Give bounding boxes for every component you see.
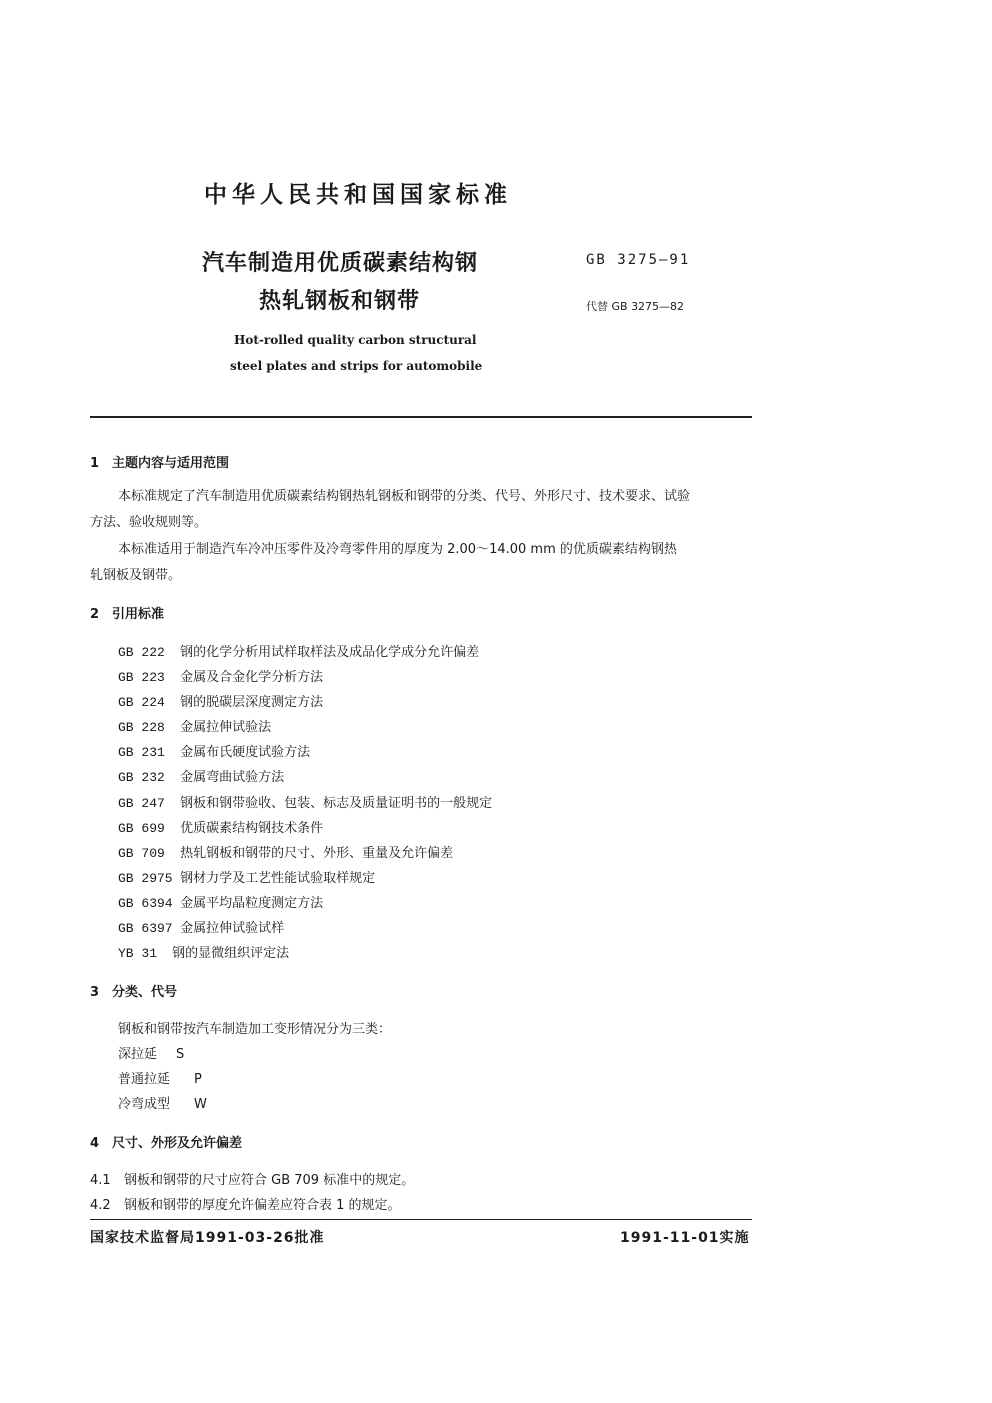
section-1-para2-line2: 轧钢板及钢带。 (90, 568, 182, 583)
section-1-para1-line2: 方法、验收规则等。 (90, 515, 208, 530)
section-number: 2 (90, 607, 100, 622)
document-title-line1: 汽车制造用优质碳素结构钢 (202, 251, 479, 276)
effective-date-note: 1991-11-01实施 (620, 1230, 750, 1246)
reference-item (118, 917, 284, 936)
reference-title: 钢的显微组织评定法 (172, 946, 290, 961)
english-title-line2: steel plates and strips for automobile (230, 359, 483, 373)
reference-code: GB 228 (118, 720, 165, 735)
reference-code: GB 231 (118, 745, 165, 760)
reference-item (118, 892, 323, 911)
section-number: 3 (90, 985, 100, 1000)
document-title-line2: 热轧钢板和钢带 (259, 289, 421, 314)
reference-item (118, 867, 375, 886)
section-3-heading (90, 981, 177, 1000)
reference-item (118, 741, 310, 760)
section-1-heading (90, 452, 229, 471)
section-number: 1 (90, 456, 100, 471)
classification-intro: 钢板和钢带按汽车制造加工变形情况分为三类： (118, 1022, 392, 1037)
section-title: 引用标准 (112, 607, 165, 622)
reference-item (118, 691, 323, 710)
class-name: 普通拉延 (118, 1072, 171, 1087)
clause-number: 4.1 (90, 1173, 111, 1188)
reference-code: GB 223 (118, 670, 165, 685)
reference-title: 钢的化学分析用试样取样法及成品化学成分允许偏差 (180, 645, 480, 660)
reference-title: 金属平均晶粒度测定方法 (180, 896, 324, 911)
clause-text: 钢板和钢带的厚度允许偏差应符合表 1 的规定。 (124, 1198, 401, 1213)
reference-item (118, 792, 492, 811)
reference-item (118, 766, 284, 785)
section-title: 主题内容与适用范围 (112, 456, 230, 471)
reference-code: GB 709 (118, 846, 165, 861)
header-divider (90, 416, 752, 418)
footer-divider (90, 1219, 752, 1220)
section-number: 4 (90, 1136, 100, 1151)
class-code: W (194, 1097, 207, 1112)
reference-title: 热轧钢板和钢带的尺寸、外形、重量及允许偏差 (180, 846, 454, 861)
reference-code: GB 2975 (118, 871, 173, 886)
section-title: 尺寸、外形及允许偏差 (112, 1136, 243, 1151)
reference-title: 钢材力学及工艺性能试验取样规定 (180, 871, 376, 886)
reference-code: GB 6397 (118, 921, 173, 936)
section-1-para2-line1: 本标准适用于制造汽车冷冲压零件及冷弯零件用的厚度为 2.00～14.00 mm 的优质碳素结构钢热 (118, 542, 677, 557)
section-title: 分类、代号 (112, 985, 178, 1000)
clause-4-1 (90, 1169, 414, 1188)
reference-title: 钢板和钢带验收、包装、标志及质量证明书的一般规定 (180, 796, 493, 811)
reference-item (118, 666, 323, 685)
reference-item (118, 842, 453, 861)
reference-title: 金属及合金化学分析方法 (180, 670, 324, 685)
section-4-heading (90, 1132, 242, 1151)
reference-item (118, 942, 289, 961)
reference-code: GB 224 (118, 695, 165, 710)
reference-title: 金属拉伸试验法 (180, 720, 272, 735)
reference-title: 金属拉伸试验试样 (180, 921, 285, 936)
reference-item (118, 641, 479, 660)
clause-4-2 (90, 1194, 401, 1213)
standard-code: GB 3275—91 (586, 252, 691, 268)
reference-item (118, 716, 271, 735)
reference-title: 金属弯曲试验方法 (180, 770, 285, 785)
section-2-heading (90, 603, 164, 622)
clause-number: 4.2 (90, 1198, 111, 1213)
reference-code: YB 31 (118, 946, 158, 961)
reference-code: GB 232 (118, 770, 165, 785)
classification-item (118, 1068, 202, 1087)
section-1-para1-line1: 本标准规定了汽车制造用优质碳素结构钢热轧钢板和钢带的分类、代号、外形尺寸、技术要求、试验 (118, 489, 691, 504)
class-name: 冷弯成型 (118, 1097, 171, 1112)
approval-note: 国家技术监督局1991-03-26批准 (90, 1230, 325, 1246)
classification-item (118, 1043, 184, 1062)
clause-text: 钢板和钢带的尺寸应符合 GB 709 标准中的规定。 (124, 1173, 415, 1188)
class-name: 深拉延 (118, 1047, 158, 1062)
class-code: S (176, 1047, 185, 1062)
reference-code: GB 247 (118, 796, 165, 811)
reference-code: GB 699 (118, 821, 165, 836)
reference-title: 钢的脱碳层深度测定方法 (180, 695, 324, 710)
reference-title: 金属布氏硬度试验方法 (180, 745, 311, 760)
classification-item (118, 1093, 207, 1112)
reference-code: GB 6394 (118, 896, 173, 911)
class-code: P (194, 1072, 202, 1087)
replaces-note: 代替 GB 3275—82 (586, 300, 685, 313)
reference-item (118, 817, 323, 836)
national-standard-heading: 中华人民共和国国家标准 (204, 182, 512, 208)
english-title-line1: Hot-rolled quality carbon structural (234, 333, 477, 347)
reference-title: 优质碳素结构钢技术条件 (180, 821, 324, 836)
reference-code: GB 222 (118, 645, 165, 660)
